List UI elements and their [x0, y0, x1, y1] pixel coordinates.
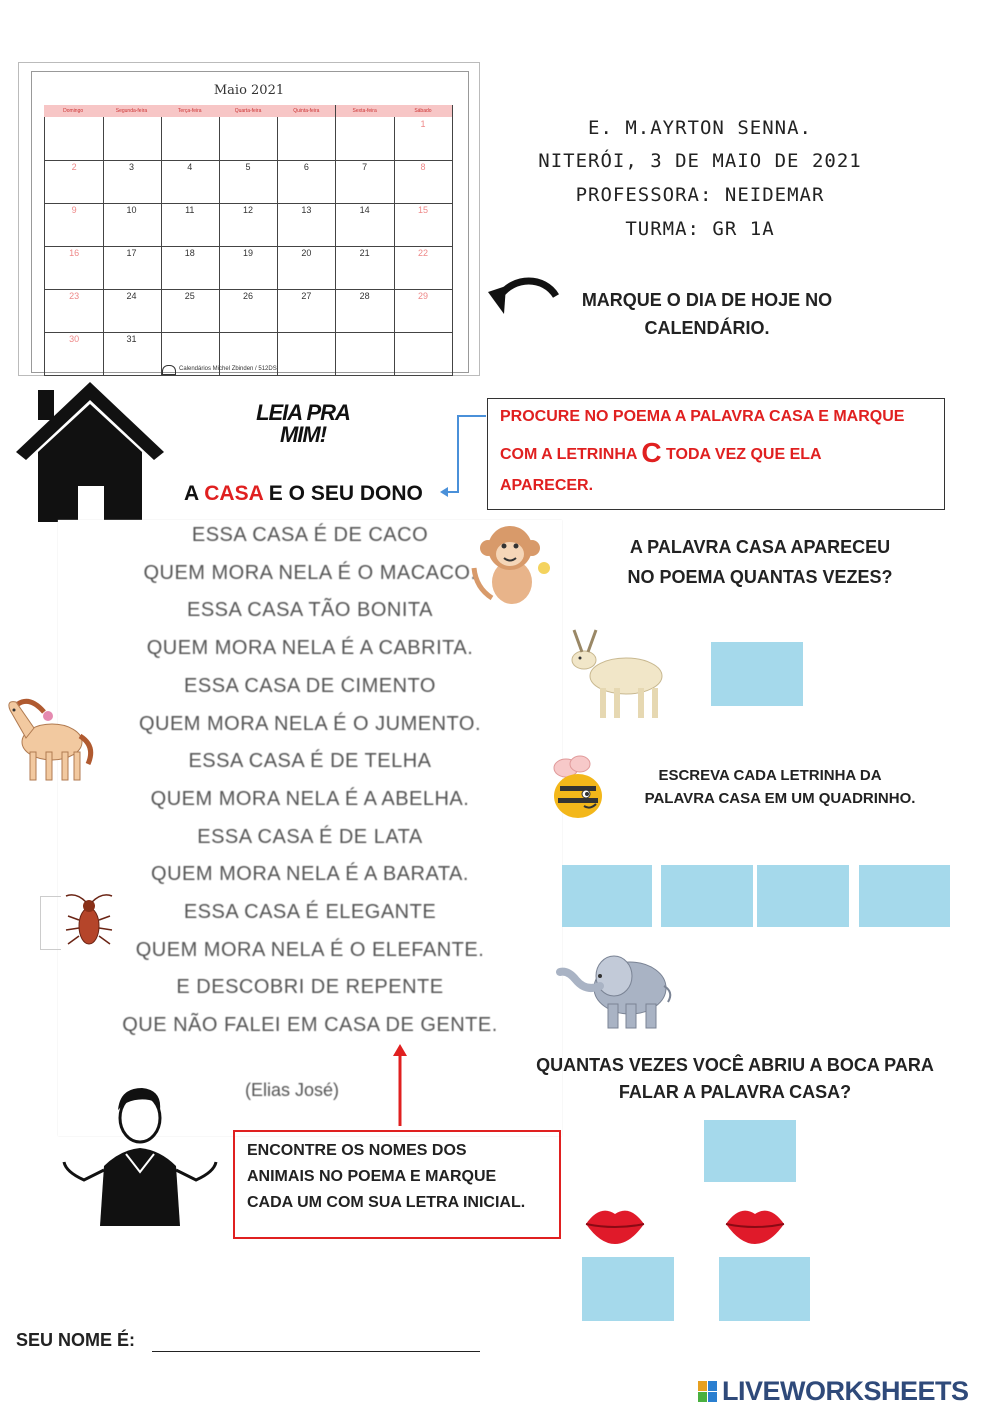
casa-instruction-line3: APARECER.: [500, 477, 594, 494]
monkey-icon: [468, 518, 558, 610]
calendar-day-number: 1: [420, 119, 426, 129]
calendar-day-cell[interactable]: [219, 289, 278, 333]
calendar-day-cell[interactable]: [336, 160, 395, 204]
calendar-weekday: Sexta-feira: [336, 105, 395, 117]
calendar-day-number: 15: [417, 205, 428, 215]
calendar-day-number: 21: [359, 248, 370, 258]
connector-arrow-icon: [436, 410, 492, 500]
calendar-day-number: 31: [126, 334, 137, 344]
calendar-day-number: 16: [69, 248, 80, 258]
calendar-day-cell: [277, 117, 336, 161]
red-arrow-up-icon: [392, 1044, 408, 1126]
animals-instruction-line2: ANIMAIS NO POEMA E MARQUE: [247, 1168, 497, 1185]
calendar-grid: [44, 105, 452, 375]
poem-line[interactable]: ESSA CASA DE CIMENTO: [184, 674, 436, 697]
poem-line[interactable]: ESSA CASA É DE LATA: [197, 825, 423, 848]
question-count-line2: NO POEMA QUANTAS VEZES?: [627, 567, 893, 587]
date-line: NITERÓI, 3 DE MAIO DE 2021: [538, 150, 862, 172]
calendar-day-number: 24: [126, 291, 137, 301]
calendar-day-cell[interactable]: [219, 203, 278, 247]
poem-line[interactable]: ESSA CASA É DE TELHA: [188, 750, 432, 773]
poem-line[interactable]: QUEM MORA NELA É O MACACO.: [143, 561, 477, 584]
cockroach-icon: [62, 892, 116, 952]
mark-today-line1: MARQUE O DIA DE HOJE NO: [581, 290, 833, 310]
letter-box-3[interactable]: [757, 865, 849, 927]
calendar-day-number: 20: [301, 248, 312, 258]
calendar-day-number: 13: [301, 205, 312, 215]
curved-arrow-icon: [484, 274, 564, 324]
write-letters-line2: PALAVRA CASA EM UM QUADRINHO.: [644, 790, 916, 807]
calendar-day-number: 6: [303, 162, 309, 172]
animals-instruction-line1: ENCONTRE OS NOMES DOS: [247, 1142, 467, 1159]
calendar-day-number: 10: [126, 205, 137, 215]
calendar-day-number: 3: [128, 162, 134, 172]
calendar-day-number: 22: [417, 248, 428, 258]
calendar-day-number: 26: [243, 291, 254, 301]
animals-instruction-box: [233, 1130, 561, 1239]
class-line: TURMA: GR 1A: [625, 218, 775, 240]
calendar-day-cell[interactable]: [394, 246, 453, 290]
calendar-day-cell[interactable]: [44, 203, 104, 247]
calendar-day-cell[interactable]: [394, 117, 453, 161]
calendar-day-number: 7: [362, 162, 368, 172]
calendar-day-number: 17: [126, 248, 137, 258]
calendar-day-number: 29: [417, 291, 428, 301]
calendar-day-cell[interactable]: [219, 160, 278, 204]
calendar-day-number: 14: [359, 205, 370, 215]
poem-line[interactable]: QUE NÃO FALEI EM CASA DE GENTE.: [122, 1014, 498, 1037]
calendar-day-cell[interactable]: [219, 246, 278, 290]
calendar-day-cell[interactable]: [336, 203, 395, 247]
elephant-icon: [556, 946, 676, 1032]
calendar-day-cell[interactable]: [102, 332, 161, 376]
liveworksheets-logo-icon: [698, 1381, 718, 1403]
calendar-day-number: 25: [184, 291, 195, 301]
calendar-day-cell[interactable]: [44, 332, 104, 376]
casa-instruction-line2: [500, 437, 822, 469]
calendar-day-cell: [394, 332, 453, 376]
poem-title-highlight: CASA: [204, 482, 263, 505]
calendar-day-cell: [336, 332, 395, 376]
letter-box-2[interactable]: [661, 865, 753, 927]
casa-instruction-line1: PROCURE NO POEMA A PALAVRA CASA E MARQUE: [500, 408, 905, 425]
casa-instruction-line2-pre: COM A LETRINHA: [500, 446, 642, 463]
read-for-me-badge: [248, 402, 358, 446]
calendar-day-cell[interactable]: [336, 246, 395, 290]
school-name: E. M.AYRTON SENNA.: [588, 117, 812, 139]
lips-icon: [582, 1200, 648, 1248]
poem-line[interactable]: QUEM MORA NELA É A BARATA.: [151, 863, 469, 886]
casa-count-answer-box[interactable]: [711, 642, 803, 706]
calendar-weekday: Segunda-feira: [102, 105, 161, 117]
name-input-line[interactable]: [152, 1350, 480, 1352]
liveworksheets-brand: LIVEWORKSHEETS: [722, 1376, 969, 1406]
calendar-day-number: 4: [187, 162, 193, 172]
calendar-day-number: 19: [243, 248, 254, 258]
calendar-weekday: Quinta-feira: [277, 105, 336, 117]
mouth-count-answer-box[interactable]: [704, 1120, 796, 1182]
calendar-day-cell[interactable]: [102, 246, 161, 290]
poem-line[interactable]: QUEM MORA NELA É O JUMENTO.: [138, 712, 482, 735]
calendar-day-number: 27: [301, 291, 312, 301]
man-shrugging-icon: [60, 1076, 220, 1226]
teacher-line: PROFESSORA: NEIDEMAR: [575, 184, 825, 206]
read-for-me-line2: MIM!: [279, 422, 327, 447]
poem-title-prefix: A: [184, 482, 205, 505]
calendar-day-cell[interactable]: [394, 203, 453, 247]
read-for-me-line1: LEIA PRA: [256, 400, 350, 425]
calendar-day-number: 30: [69, 334, 80, 344]
calendar-day-cell[interactable]: [44, 289, 104, 333]
write-letters-line1: ESCREVA CADA LETRINHA DA: [658, 767, 882, 784]
calendar-day-number: 28: [359, 291, 370, 301]
question-mouth-line2: FALAR A PALAVRA CASA?: [618, 1082, 852, 1102]
question-mouth-line1: QUANTAS VEZES VOCÊ ABRIU A BOCA PARA: [536, 1055, 934, 1075]
calendar-weekday: Domingo: [44, 105, 103, 117]
calendar-day-cell[interactable]: [44, 246, 104, 290]
bee-icon: [550, 752, 608, 822]
question-count-line1: A PALAVRA CASA APARECEU: [629, 537, 891, 557]
horse-icon: [0, 690, 96, 788]
calendar-day-cell[interactable]: [102, 160, 161, 204]
name-label: SEU NOME É:: [16, 1330, 136, 1350]
calendar-day-cell[interactable]: [161, 289, 220, 333]
calendar-day-cell: [277, 332, 336, 376]
poem-line[interactable]: QUEM MORA NELA É A CABRITA.: [146, 637, 474, 660]
calendar-weekday: Terça-feira: [161, 105, 220, 117]
letter-box-4[interactable]: [859, 865, 950, 927]
calendar-day-number: 2: [71, 162, 77, 172]
calendar-day-cell[interactable]: [277, 203, 336, 247]
calendar-day-cell[interactable]: [277, 289, 336, 333]
lips-answer-box-2[interactable]: [719, 1257, 810, 1321]
calendar-day-cell[interactable]: [161, 203, 220, 247]
poem-line[interactable]: ESSA CASA É DE CACO: [191, 524, 429, 546]
calendar-day-cell: [336, 117, 395, 161]
casa-instruction-line2-post: TODA VEZ QUE ELA: [661, 446, 822, 463]
calendar-day-number: 5: [245, 162, 251, 172]
calendar-day-cell: [219, 117, 278, 161]
calendar-logo-icon: [162, 365, 176, 375]
calendar-day-cell[interactable]: [161, 246, 220, 290]
poem-title: [184, 482, 423, 506]
goat-icon: [560, 624, 670, 724]
calendar-day-number: 23: [69, 291, 80, 301]
calendar-day-cell[interactable]: [394, 289, 453, 333]
poem-line[interactable]: ESSA CASA É ELEGANTE: [183, 901, 437, 923]
calendar-weekday: Sábado: [394, 105, 453, 117]
calendar-day-cell: [44, 117, 104, 161]
calendar-day-number: 18: [184, 248, 195, 258]
calendar-day-cell[interactable]: [102, 289, 161, 333]
calendar-day-cell: [102, 117, 161, 161]
poem-line[interactable]: ESSA CASA TÃO BONITA: [186, 599, 433, 622]
letter-box-1[interactable]: [562, 865, 652, 927]
poem-author: (Elias José): [245, 1080, 340, 1100]
house-icon: [14, 378, 166, 524]
calendar-image: [18, 62, 480, 376]
calendar-footer: Calendários Michel Zbinden / 512DS: [179, 366, 277, 372]
calendar-day-cell[interactable]: [44, 160, 104, 204]
mark-today-line2: CALENDÁRIO.: [644, 318, 770, 338]
calendar-day-number: 8: [420, 162, 426, 172]
calendar-day-cell[interactable]: [336, 289, 395, 333]
animals-instruction-line3: CADA UM COM SUA LETRA INICIAL.: [247, 1194, 526, 1211]
poem-line[interactable]: QUEM MORA NELA É O ELEFANTE.: [135, 938, 485, 961]
casa-instruction-box: [487, 398, 945, 510]
calendar-day-cell[interactable]: [277, 246, 336, 290]
calendar-day-number: 9: [71, 205, 77, 215]
calendar-day-cell[interactable]: [277, 160, 336, 204]
poem-line[interactable]: E DESCOBRI DE REPENTE: [176, 976, 444, 999]
calendar-day-cell[interactable]: [161, 160, 220, 204]
calendar-day-number: 12: [243, 205, 254, 215]
poem-panel: [58, 520, 562, 1136]
calendar-day-number: 11: [185, 205, 195, 215]
calendar-day-cell[interactable]: [394, 160, 453, 204]
lips-answer-box-1[interactable]: [582, 1257, 674, 1321]
lips-icon: [722, 1200, 788, 1248]
calendar-day-cell[interactable]: [102, 203, 161, 247]
poem-line[interactable]: QUEM MORA NELA É A ABELHA.: [150, 787, 470, 810]
calendar-weekday: Quarta-feira: [219, 105, 278, 117]
poem-title-suffix: E O SEU DONO: [262, 482, 423, 505]
calendar-title: Maio 2021: [213, 83, 285, 98]
calendar-day-cell: [161, 117, 220, 161]
faded-box-edge: [40, 896, 61, 950]
casa-instruction-letter: C: [641, 437, 662, 468]
